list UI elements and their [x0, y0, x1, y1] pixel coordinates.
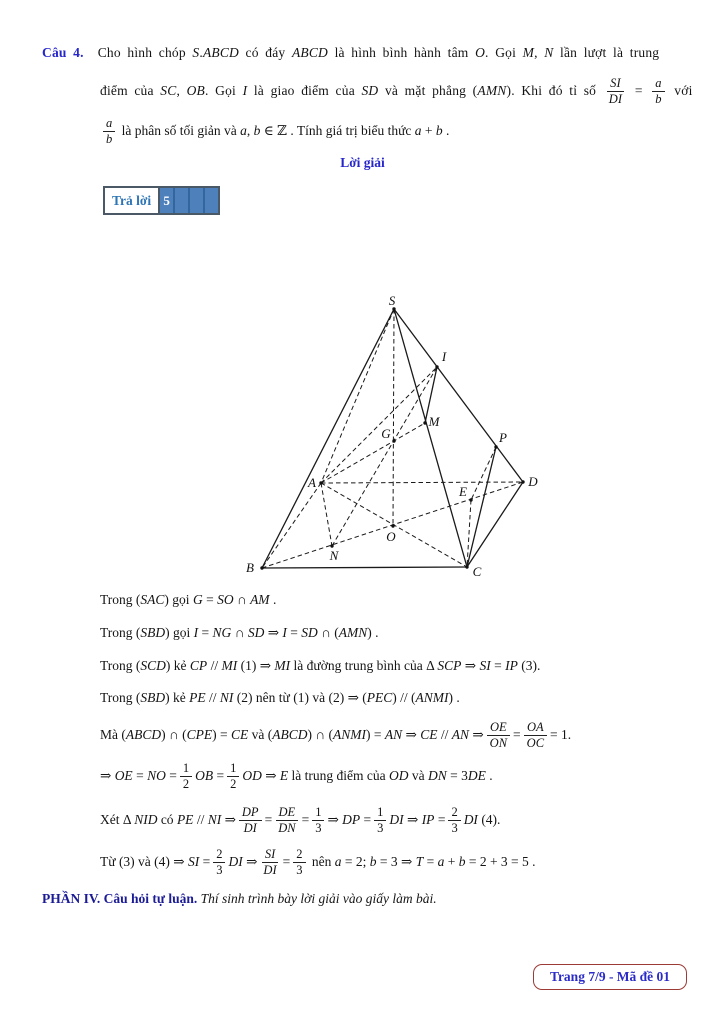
figure-label-I: I — [441, 349, 447, 364]
figure-edge-SC — [394, 309, 467, 567]
text-run: . — [453, 689, 460, 705]
figure-label-G: G — [381, 426, 391, 441]
text-run: với — [667, 82, 693, 98]
solution-step-5 — [100, 713, 571, 757]
text-run: gọi — [168, 591, 193, 607]
figure-edge-AM — [321, 423, 425, 483]
fraction: a b — [103, 116, 115, 147]
fraction: $\frac{2}{3}$ — [448, 805, 460, 836]
fraction: $\frac{SI}{DI}$ — [263, 846, 277, 877]
text-run: là phân số tối giản và — [118, 122, 241, 138]
math-run: ⇒ I = SD ∩ (AMN) — [267, 624, 372, 640]
answer-value-cell: 5 — [160, 188, 173, 213]
math-run: (SBD) — [135, 689, 170, 705]
figure-label-O: O — [386, 529, 396, 544]
text-run: Câu 4. — [42, 44, 84, 60]
text-run: kẻ — [169, 689, 190, 705]
solution-step-3 — [100, 651, 540, 681]
figure-point-C — [465, 565, 468, 568]
text-run: (4). — [477, 811, 501, 827]
question-line-2 — [100, 70, 693, 112]
answer-table — [103, 186, 220, 215]
math-run: ⇒ DP = — [327, 811, 372, 827]
math-run: S.ABCD — [192, 44, 239, 60]
math-run: O — [475, 44, 486, 60]
figure-edge-AD — [321, 482, 523, 483]
math-run: (SAC) — [135, 591, 169, 607]
text-run: , — [176, 82, 187, 98]
text-run: là giao điểm của — [247, 82, 362, 98]
figure-edge-BC — [262, 567, 467, 568]
figure-point-B — [260, 566, 263, 569]
math-run: ABCD — [291, 44, 328, 60]
text-run: . Gọi — [205, 82, 243, 98]
figure-label-D: D — [528, 474, 538, 489]
math-run: ⇒ CE // AN ⇒ — [405, 726, 484, 742]
figure-point-O — [391, 524, 394, 527]
math-run: N — [544, 44, 554, 60]
text-run: . Tính giá trị biểu thức — [286, 122, 415, 138]
text-run: Trong — [100, 689, 136, 705]
figure-label-P: P — [499, 430, 507, 445]
text-run: và — [248, 726, 268, 742]
figure-edge-SO — [393, 309, 394, 526]
pyramid-figure — [235, 295, 565, 585]
text-run: có — [157, 811, 177, 827]
solution-step-6 — [100, 754, 493, 798]
math-run: a + b — [414, 122, 443, 138]
figure-edge-AB — [262, 483, 321, 568]
figure-point-A — [319, 481, 322, 484]
figure-edge-CD — [467, 482, 523, 567]
text-run: là hình bình hành tâm — [328, 44, 476, 60]
text-run: nên — [308, 853, 335, 869]
math-run: Δ SCP ⇒ SI = IP — [426, 657, 518, 673]
figure-label-B: B — [246, 560, 254, 575]
text-run: . Khi đó tỉ số — [511, 82, 603, 98]
fraction: $\frac{a}{b}$ — [652, 76, 664, 107]
math-run: (SCD) — [135, 657, 171, 673]
text-run: . Gọi — [485, 44, 523, 60]
answer-empty-cell — [203, 188, 218, 213]
solution-heading — [0, 152, 725, 174]
answer-label: Trả lời — [105, 188, 160, 213]
text-run: Cho hình chóp — [97, 44, 193, 60]
question-line-1 — [42, 38, 659, 68]
math-run: ⇒ OE = NO = — [100, 767, 177, 783]
math-run: (ABCD) ∩ (ANMI) = AN — [267, 726, 403, 742]
fraction: $\frac{OA}{OC}$ — [524, 720, 547, 751]
figure-point-G — [392, 439, 395, 442]
fraction: $\frac{2}{3}$ — [213, 847, 225, 878]
math-run: (SBD) — [135, 624, 170, 640]
math-run: SC — [160, 82, 177, 98]
text-run: có đáy — [238, 44, 292, 60]
figure-point-M — [423, 421, 426, 424]
math-run: = — [628, 82, 650, 98]
math-run: ⇒ MI — [259, 657, 291, 673]
question-line-3 — [100, 110, 449, 152]
text-run: và mặt phẳng — [378, 82, 473, 98]
math-run: CP // MI — [189, 657, 238, 673]
fraction: $\frac{DE}{DN}$ — [275, 805, 298, 836]
math-run: I = NG ∩ SD — [193, 624, 265, 640]
text-run: Trong — [100, 657, 136, 673]
math-run: I — [242, 82, 248, 98]
math-run: DI — [463, 811, 478, 827]
answer-empty-cell — [173, 188, 188, 213]
figure-point-D — [521, 480, 524, 483]
fraction: $\frac{SI}{DI}$ — [608, 75, 623, 106]
solution-step-4 — [100, 683, 460, 713]
math-run: a, b ∈ ℤ — [240, 122, 287, 138]
math-run: OD ⇒ E — [242, 767, 289, 783]
math-run: = — [301, 811, 310, 827]
figure-label-E: E — [459, 484, 467, 499]
figure-edge-CP — [467, 447, 496, 567]
math-run: PE // NI ⇒ — [176, 811, 236, 827]
figure-label-S: S — [388, 295, 396, 308]
fraction: $\frac{OE}{ON}$ — [487, 720, 510, 751]
text-run: . — [528, 853, 536, 869]
figure-label-N: N — [329, 548, 339, 563]
figure-label-A: A — [308, 475, 316, 490]
fraction: $\frac{1}{3}$ — [312, 805, 324, 836]
math-run: DI ⇒ — [228, 853, 258, 869]
fraction: $\frac{1}{3}$ — [374, 805, 386, 836]
figure-edge-AN — [321, 483, 332, 546]
solution-step-8 — [100, 839, 536, 885]
part-heading — [42, 888, 437, 910]
math-run: DN = 3DE — [427, 767, 486, 783]
math-run: ⇒ (PEC) // (ANMI) — [347, 689, 454, 705]
text-run: . — [567, 726, 572, 742]
math-run: OB — [186, 82, 205, 98]
text-run: , — [534, 44, 545, 60]
math-run: SD — [361, 82, 379, 98]
figure-label-M: M — [428, 414, 440, 429]
math-run: Δ NID — [122, 811, 158, 827]
math-run: = 1 — [550, 726, 568, 742]
text-run: Từ (3) và (4) — [100, 853, 174, 869]
text-run: . — [442, 122, 450, 138]
text-run: Trong — [100, 624, 136, 640]
math-run: = — [513, 726, 521, 742]
text-run: Trong — [100, 591, 136, 607]
text-run: . — [269, 591, 277, 607]
text-run: Mà — [100, 726, 122, 742]
math-run: (AMN) — [472, 82, 512, 98]
text-run: Xét — [100, 811, 123, 827]
figure-edge-SB — [262, 309, 394, 568]
answer-cells — [160, 188, 218, 213]
answer-empty-cell — [188, 188, 203, 213]
figure-label-C: C — [472, 564, 482, 579]
fraction: $\frac{1}{2}$ — [180, 761, 192, 792]
text-run: gọi — [169, 624, 194, 640]
text-run: (3). — [517, 657, 541, 673]
figure-point-I — [435, 365, 438, 368]
fraction: $\frac{2}{3}$ — [293, 847, 305, 878]
math-run: G = SO ∩ AM — [192, 591, 270, 607]
math-run: M — [522, 44, 535, 60]
math-run: a = 2; b = 3 ⇒ T = a + b = 2 + 3 = 5 — [334, 853, 529, 869]
text-run: và — [408, 767, 428, 783]
figure-point-E — [469, 498, 472, 501]
text-run: (1) — [237, 657, 260, 673]
text-run: điểm của — [100, 82, 161, 98]
text-run: . — [371, 624, 379, 640]
solution-step-2 — [100, 618, 379, 648]
text-run: PHẦN IV. Câu hỏi tự luận. — [42, 890, 201, 906]
solution-step-7 — [100, 797, 500, 843]
text-run: . — [485, 767, 493, 783]
fraction: $\frac{1}{2}$ — [227, 761, 239, 792]
solution-step-1 — [100, 585, 276, 615]
math-run: OB = — [195, 767, 225, 783]
text-run: lần lượt là trung — [553, 44, 660, 60]
text-run: là đường trung bình của — [290, 657, 427, 673]
text-run: Lời giải — [340, 154, 385, 170]
math-run: = — [264, 811, 273, 827]
text-run: (2) nên từ (1) và (2) — [233, 689, 348, 705]
text-run: kẻ — [170, 657, 190, 673]
math-run: PE // NI — [189, 689, 234, 705]
figure-edge-SA — [321, 309, 394, 483]
page-footer-text: Trang 7/9 - Mã đề 01 — [549, 969, 671, 984]
math-run: DI ⇒ IP = — [389, 811, 446, 827]
figure-edge-SD — [394, 309, 523, 482]
math-run: ⇒ SI = — [173, 853, 211, 869]
page-footer-box — [533, 964, 687, 990]
math-run: OD — [388, 767, 409, 783]
math-run: = — [282, 853, 291, 869]
math-run: (ABCD) ∩ (CPE) = CE — [121, 726, 249, 742]
text-run: là trung điểm của — [288, 767, 389, 783]
text-run: Thí sinh trình bày lời giải vào giấy làm bài. — [200, 890, 437, 906]
figure-point-P — [494, 445, 497, 448]
fraction: $\frac{DP}{DI}$ — [239, 805, 262, 836]
